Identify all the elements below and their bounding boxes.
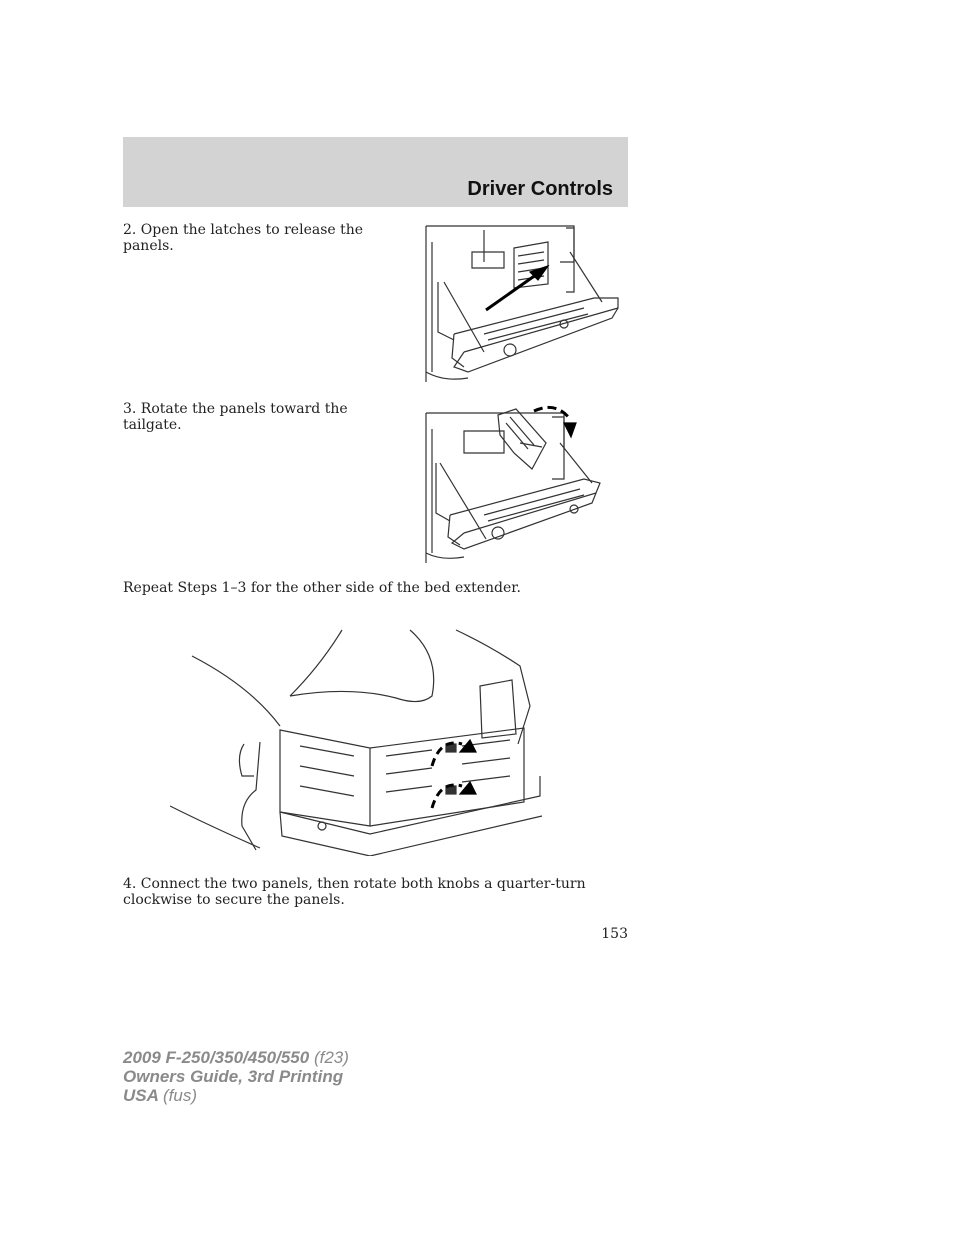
footer-line-1 <box>123 1048 349 1067</box>
step-4-text: 4. Connect the two panels, then rotate both knobs a quarter-turn clockwise to secure the panels. <box>123 876 586 908</box>
repeat-steps-text: Repeat Steps 1–3 for the other side of the bed extender. <box>123 580 521 596</box>
section-header <box>123 137 628 207</box>
footer-publication-info <box>123 1048 349 1105</box>
footer-line-3 <box>123 1086 349 1105</box>
footer-model-code: (f23) <box>313 1048 349 1067</box>
step-3-text: 3. Rotate the panels toward the tailgate. <box>123 401 348 433</box>
open-latches-illustration <box>424 222 628 382</box>
section-title: Driver Controls <box>467 178 613 200</box>
footer-model: 2009 F-250/350/450/550 <box>123 1048 310 1067</box>
footer-region: USA <box>123 1086 159 1105</box>
footer-line-2: Owners Guide, 3rd Printing <box>123 1067 344 1086</box>
rotate-panels-illustration <box>424 403 604 563</box>
footer-region-code: (fus) <box>163 1086 197 1105</box>
connect-panels-illustration <box>170 626 580 856</box>
step-2-text: 2. Open the latches to release the panels. <box>123 222 364 254</box>
page-number: 153 <box>601 926 628 942</box>
